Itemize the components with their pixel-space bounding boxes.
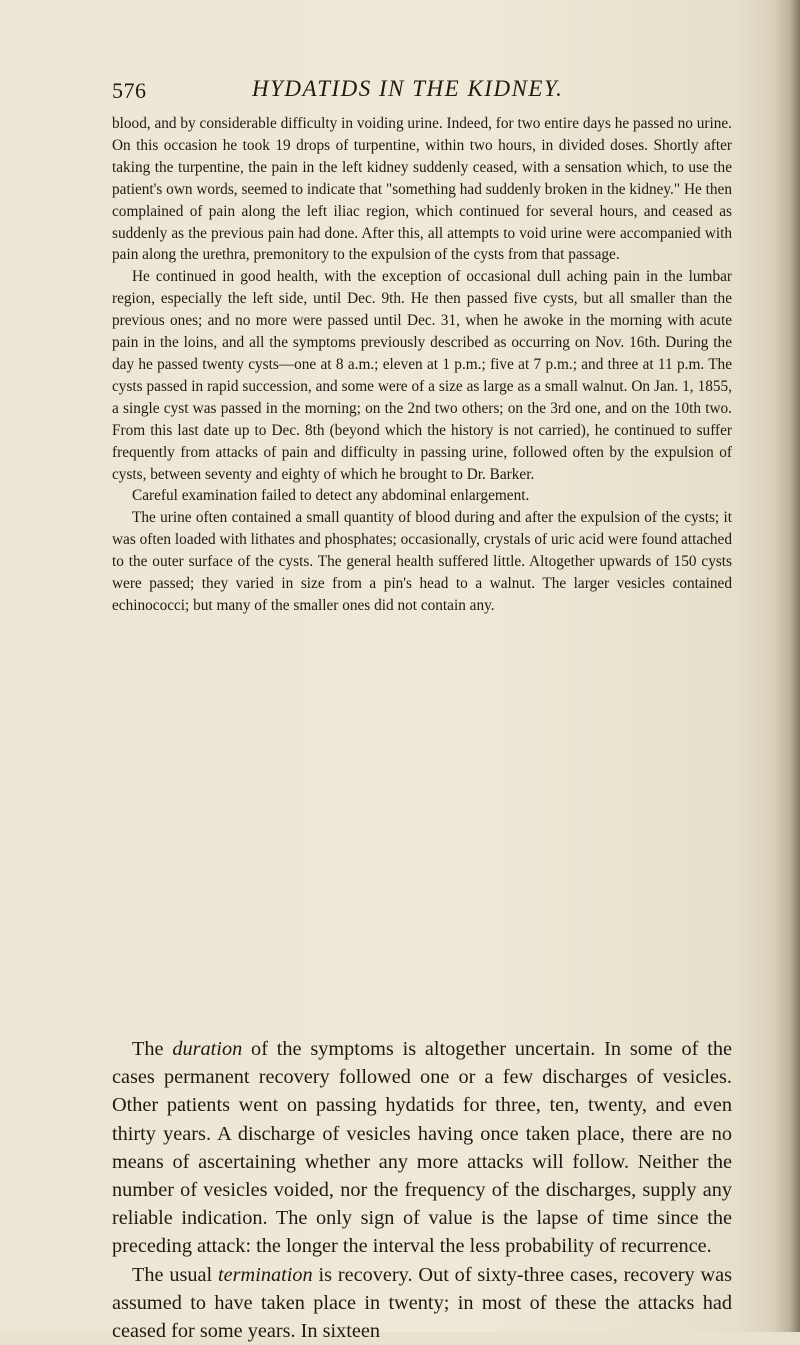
- text-run: of the symptoms is altogether uncertain. In some of the cases permanent recovery followed one or a few discharges of vesicles. Other patients went on passing hydatids for three, ten, twenty, and even thirty years. A discharge of vesicles having once taken place, there are no means of ascertaining whether any more attacks will follow. Neither the number of vesicles voided, nor the frequency of the discharges, supply any reliable indication. The only sign of value is the lapse of time since the preceding attack: the longer the interval the less probability of recurrence.: [112, 1038, 732, 1258]
- case-report: [112, 113, 732, 617]
- text-run: is recovery. Out of sixty-three cases, recovery was assumed to have taken place in twenty; in most of these the attacks had ceased for some years. In sixteen: [112, 1263, 732, 1343]
- page-edge-shadow: [774, 0, 800, 1332]
- case-paragraph: blood, and by considerable difficulty in voiding urine. Indeed, for two entire days he passed no urine. On this occasion he took 19 drops of turpentine, within two hours, in divided doses. Shortly after taking the turpentine, the pain in the left kidney suddenly ceased, with a sensation which, to use the patient's own words, seemed to indicate that "something had suddenly broken in the kidney." He then complained of pain along the left iliac region, which continued for several hours, and ceased as suddenly as the previous pain had done. After this, all attempts to void urine were accompanied with pain along the urethra, premonitory to the expulsion of the cysts from that passage.: [112, 115, 732, 264]
- case-paragraph: The urine often contained a small quantity of blood during and after the expulsion of the cysts; it was often loaded with lithates and phosphates; occasionally, crystals of uric acid were found attached to the outer surface of the cysts. The general health suffered little. Altogether upwards of 150 cysts were passed; they varied in size from a pin's head to a walnut. The larger vesicles contained echinococci; but many of the smaller ones did not contain any.: [112, 509, 732, 614]
- running-head: HYDATIDS IN THE KIDNEY.: [252, 76, 564, 101]
- case-paragraph: He continued in good health, with the exception of occasional dull aching pain in the lumbar region, especially the left side, until Dec. 9th. He then passed five cysts, but all smaller than the previous ones; and no more were passed until Dec. 31, when he awoke in the morning with acute pain in the loins, and all the symptoms previously described as occurring on Nov. 16th. During the day he passed twenty cysts—one at 8 a.m.; eleven at 1 p.m.; five at 7 p.m.; and three at 11 p.m. The cysts passed in rapid succession, and some were of a size as large as a small walnut. On Jan. 1, 1855, a single cyst was passed in the morning; on the 2nd two others; on the 3rd one, and on the 10th two. From this last date up to Dec. 8th (beyond which the history is not carried), he continued to suffer frequently from attacks of pain and difficulty in passing urine, followed often by the expulsion of cysts, between seventy and eighty of which he brought to Dr. Barker.: [112, 268, 732, 483]
- duration-paragraph: [112, 1035, 732, 1261]
- emphasis-termination: termination: [218, 1263, 313, 1286]
- emphasis-duration: duration: [172, 1038, 243, 1060]
- text-run: The usual: [132, 1263, 219, 1286]
- page-header: [112, 72, 732, 108]
- page-number: 576: [112, 78, 147, 103]
- case-paragraph: Careful examination failed to detect any abdominal enlargement.: [132, 487, 530, 505]
- main-text: [112, 1035, 732, 1345]
- termination-paragraph: [112, 1261, 732, 1345]
- text-run: The: [132, 1038, 173, 1060]
